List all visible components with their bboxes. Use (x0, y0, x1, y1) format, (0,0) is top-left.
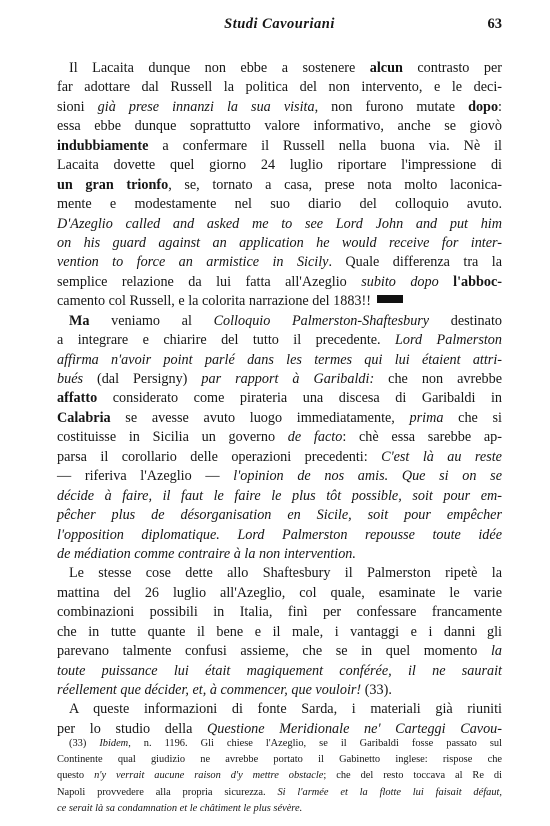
text-line: sioni già prese innanzi la sua visita, non furono mutate dopo: (57, 98, 502, 115)
text-line: un gran trionfo, se, tornato a casa, prese nota molto laconica- (57, 176, 503, 193)
text-line: l'opposition diplomatique. Lord Palmerston repousse toute idée (57, 526, 502, 543)
text-line: A queste informazioni di fonte Sarda, i materiali già riuniti (69, 701, 502, 718)
text-line: parevano talmente confusi assieme, che se in quel momento la (57, 643, 502, 660)
footnote-line: ce serait là sa condamnation et le châtiment le plus sévère. (57, 802, 303, 814)
text-line: Lacaita dovette quel giorno 24 luglio riportare l'impressione di (57, 157, 502, 174)
footnote-line: (33) Ibidem, n. 1196. Gli chiese l'Azeglio, se il Garibaldi fosse passato sul (69, 738, 502, 749)
running-title: Studi Cavouriani (224, 16, 335, 32)
text-line: essa ebbe dunque soprattutto valore informativo, anche se giovò (57, 118, 502, 135)
text-line: affirma n'avoir point parlé dans les termes qui lui étaient attri- (57, 351, 502, 368)
footnotes (57, 736, 502, 817)
text-line: che in tutte quante il bene e il male, i vantaggi e i danni gli (57, 623, 502, 640)
text-line: mattina del 26 luglio all'Azeglio, col quale, esaminate le varie (57, 584, 502, 601)
ink-blot-mark (377, 295, 403, 303)
text-line: de médiation comme contraire à la non intervention. (57, 545, 356, 562)
text-line: mente e modestamente nel suo diario del colloquio avuto. (57, 196, 502, 213)
text-line: toute puissance lui était magiquement conférée, il ne saurait (57, 662, 502, 679)
text-line: D'Azeglio called and asked me to see Lord John and put him (57, 215, 502, 232)
text-line: a integrare e chiarire del tutto il precedente. Lord Palmerston (57, 332, 502, 349)
text-line: far adottare dal Russell la politica del non intervento, e le deci- (57, 79, 502, 96)
text-line: décide à faire, il faut le faire le plus tôt possible, soit pour em- (57, 487, 502, 504)
text-line: réellement que décider, et, à commencer, que vouloir! (33). (57, 682, 392, 698)
text-line: costituisse in Sicilia un governo de facto: chè essa sarebbe ap- (57, 429, 502, 446)
text-line: on his guard against an application he would receive for inter- (57, 234, 502, 251)
running-header (57, 16, 502, 36)
body-text (57, 59, 502, 739)
text-line: pêcher plus de désorganisation en Sicile, soit pour empêcher (57, 507, 502, 524)
text-line: indubbiamente a confermare il Russell nella buona via. Nè il (57, 137, 502, 154)
footnote-line: questo n'y verrait aucune raison d'y mettre obstacle; che del resto toccava al Re di (57, 770, 502, 782)
text-line: combinazioni possibili in Italia, finì per confessare francamente (57, 604, 502, 621)
text-line: semplice relazione da lui fatta all'Azeglio subito dopo l'abboc- (57, 273, 503, 290)
footnote-line: Napoli provvedere alla propria sicurezza. Si l'armée et la flotte lui faisait défaut, (57, 786, 503, 798)
text-line: Calabria se avesse avuto luogo immediatamente, prima che si (57, 409, 502, 426)
page-number: 63 (487, 16, 502, 32)
text-line: Ma veniamo al Colloquio Palmerston-Shaftesbury destinato (69, 312, 502, 329)
text-line: parsa il corollario delle operazioni precedenti: C'est là au reste (57, 448, 502, 465)
footnote-line: Continente qual giudizio ne avrebbe portato il Gabinetto inglese: rispose che (57, 754, 502, 766)
text-line: Le stesse cose dette allo Shaftesbury il Palmerston ripetè la (69, 565, 502, 582)
text-line: affatto considerato come pirateria una discesa di Garibaldi in (57, 390, 502, 407)
text-line: vention to force an armistice in Sicily. Quale differenza tra la (57, 254, 502, 271)
text-line: bués (dal Persigny) par rapport à Garibaldi: che non avrebbe (57, 371, 502, 387)
text-line: — riferiva l'Azeglio — l'opinion de nos amis. Que si on se (57, 468, 503, 485)
text-line: camento col Russell, e la colorita narrazione del 1883!! (57, 292, 502, 311)
text-line: per lo studio della Questione Meridionale ne' Carteggi Cavou- (57, 720, 503, 737)
text-line: Il Lacaita dunque non ebbe a sostenere alcun contrasto per (69, 60, 502, 76)
